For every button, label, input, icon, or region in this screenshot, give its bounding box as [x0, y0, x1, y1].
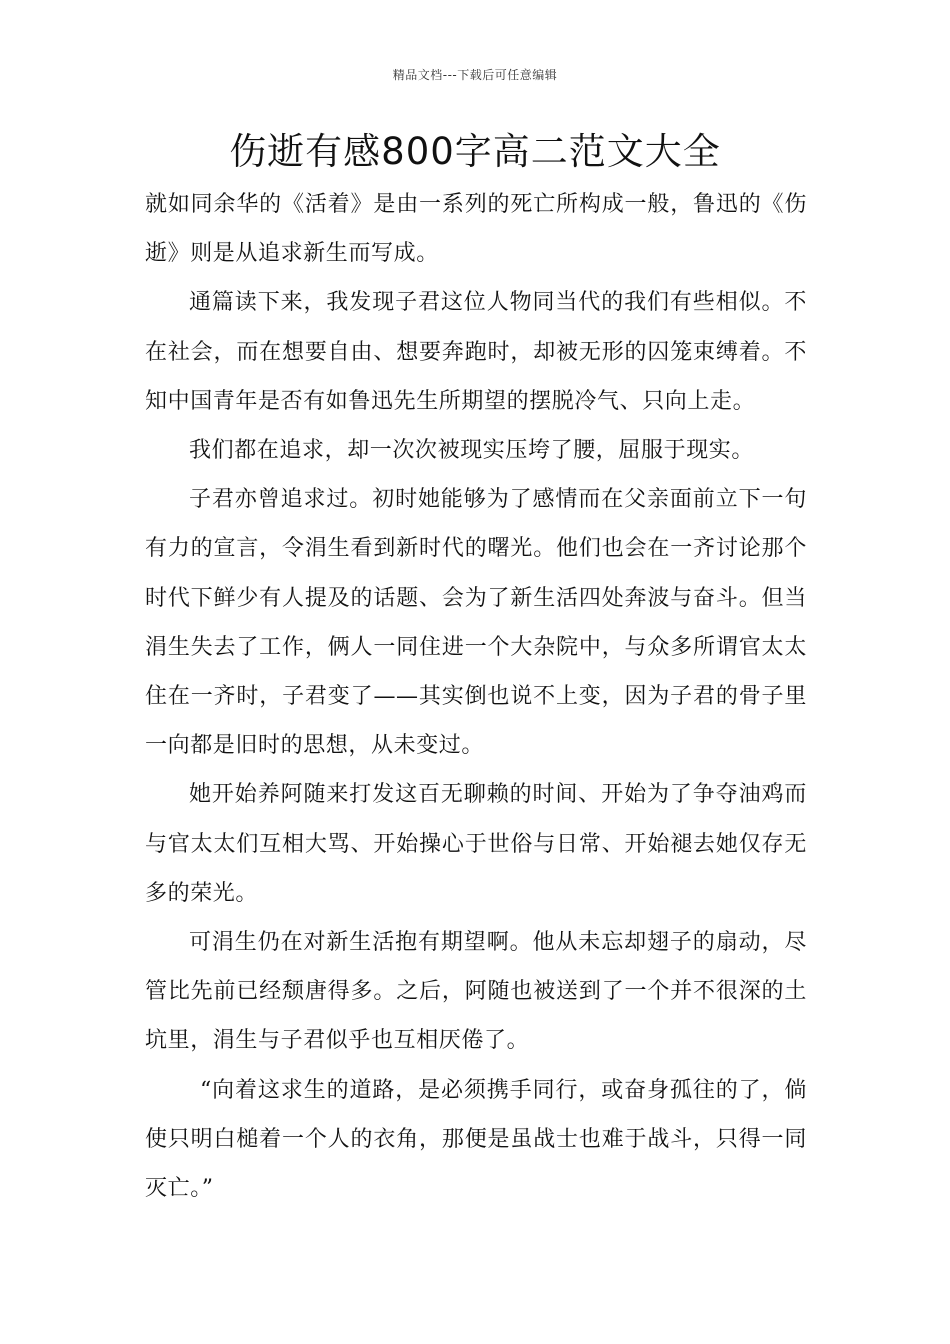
paragraph-7-quote: “向着这求生的道路，是必须携手同行，或奋身孤往的了，倘使只明白槌着一个人的衣角，那便是虽战士也难于战斗，只得一同灭亡。” [145, 1077, 807, 1202]
paragraph-1: 就如同余华的《活着》是由一系列的死亡所构成一般，鲁迅的《伤逝》则是从追求新生而写成。 [145, 192, 807, 267]
header-note: 精品文档---下载后可任意编辑 [392, 68, 558, 82]
document-body [145, 180, 807, 1213]
paragraph-5: 她开始养阿随来打发这百无聊赖的时间、开始为了争夺油鸡而与官太太们互相大骂、开始操心于世俗与日常、开始褪去她仅存无多的荣光。 [145, 782, 807, 906]
paragraph-2: 通篇读下来，我发现子君这位人物同当代的我们有些相似。不在社会，而在想要自由、想要奔跑时，却被无形的囚笼束缚着。不知中国青年是否有如鲁迅先生所期望的摆脱冷气、只向上走。 [145, 290, 807, 414]
paragraph-6: 可涓生仍在对新生活抱有期望啊。他从未忘却翅子的扇动，尽管比先前已经颓唐得多。之后，阿随也被送到了一个并不很深的土坑里，涓生与子君似乎也互相厌倦了。 [145, 930, 807, 1054]
document-title: 伤逝有感800字高二范文大全 [229, 130, 721, 173]
paragraph-3: 我们都在追求，却一次次被现实压垮了腰，屈服于现实。 [189, 438, 755, 464]
paragraph-4: 子君亦曾追求过。初时她能够为了感情而在父亲面前立下一句有力的宣言，令涓生看到新时代的曙光。他们也会在一齐讨论那个时代下鲜少有人提及的话题、会为了新生活四处奔波与奋斗。但当涓生失去了工作，俩人一同住进一个大杂院中，与众多所谓官太太住在一齐时，子君变了——其实倒也说不上变，因为子君的骨子里一向都是旧时的思想，从未变过。 [145, 487, 807, 759]
